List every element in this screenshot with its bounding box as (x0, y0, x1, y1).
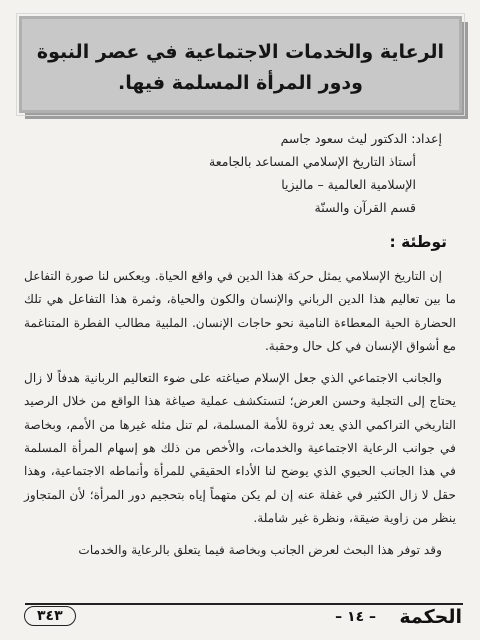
section-heading: توطئة : (389, 233, 447, 251)
article-title-line-1: الرعاية والخدمات الاجتماعية في عصر النبوة (36, 41, 445, 63)
footer-divider (25, 603, 463, 605)
article-body (24, 265, 456, 563)
author-position: أستاذ التاريخ الإسلامي المساعد بالجامعة (209, 154, 416, 169)
body-paragraph-1: إن التاريخ الإسلامي يمثل حركة هذا الدين في واقع الحياة. ويعكس لنا صورة التفاعل ما بين تعاليم هذا الدين الرباني والإنسان والكون والحياة، وثمرة هذا التفاعل هي تلك الحضارة الحية المعطاءة النامية نحو حاجات الإنسان. الملبية مطالب الفطرة المتناغمة مع أشواق الإنسان في كل حال وحقبة. (24, 269, 456, 353)
body-paragraph-2: والجانب الاجتماعي الذي جعل الإسلام صياغته على ضوء التعاليم الربانية هدفاً لا زال يحتاج إلى التجلية وحسن العرض؛ لتستكشف عملية صياغة هذا الواقع من خلال الرصيد التاريخي التراكمي الذي يعد ثروة للأمة المسلمة، لم تنل مثله غيرها من الأمم، وبخاصة في جوانب الرعاية الاجتماعية والخدمات، والأخص من ذلك هو إسهام المرأة المسلمة في هذا الجانب الحيوي الذي يوضح لنا الأداء الحقيقي للمرأة وأنماطه الاجتماعية، وهذا حقل لا زال الكثير في غفلة عنه إن لم يكن متهماً إياه بتحجيم دور المرأة؛ لأن المتجاوز ينظر من زاوية ضيقة، ونظرة غير شاملة. (24, 371, 456, 525)
author-prepared-by: إعداد: الدكتور ليث سعود جاسم (280, 131, 442, 146)
article-title-line-2: ودور المرأة المسلمة فيها. (118, 72, 363, 94)
issue-number: – ١٤ – (335, 609, 376, 625)
author-university: الإسلامية العالمية – ماليزيا (281, 177, 416, 192)
page-footer (24, 606, 462, 634)
author-info (142, 127, 442, 219)
page-number-badge: ٣٤٣ (24, 606, 76, 626)
author-department: قسم القرآن والسنّة (314, 200, 416, 215)
body-paragraph-3: وقد توفر هذا البحث لعرض الجانب وبخاصة فيما يتعلق بالرعاية والخدمات (78, 543, 442, 558)
article-title-box (19, 16, 462, 113)
journal-name: الحكمة (399, 606, 462, 628)
